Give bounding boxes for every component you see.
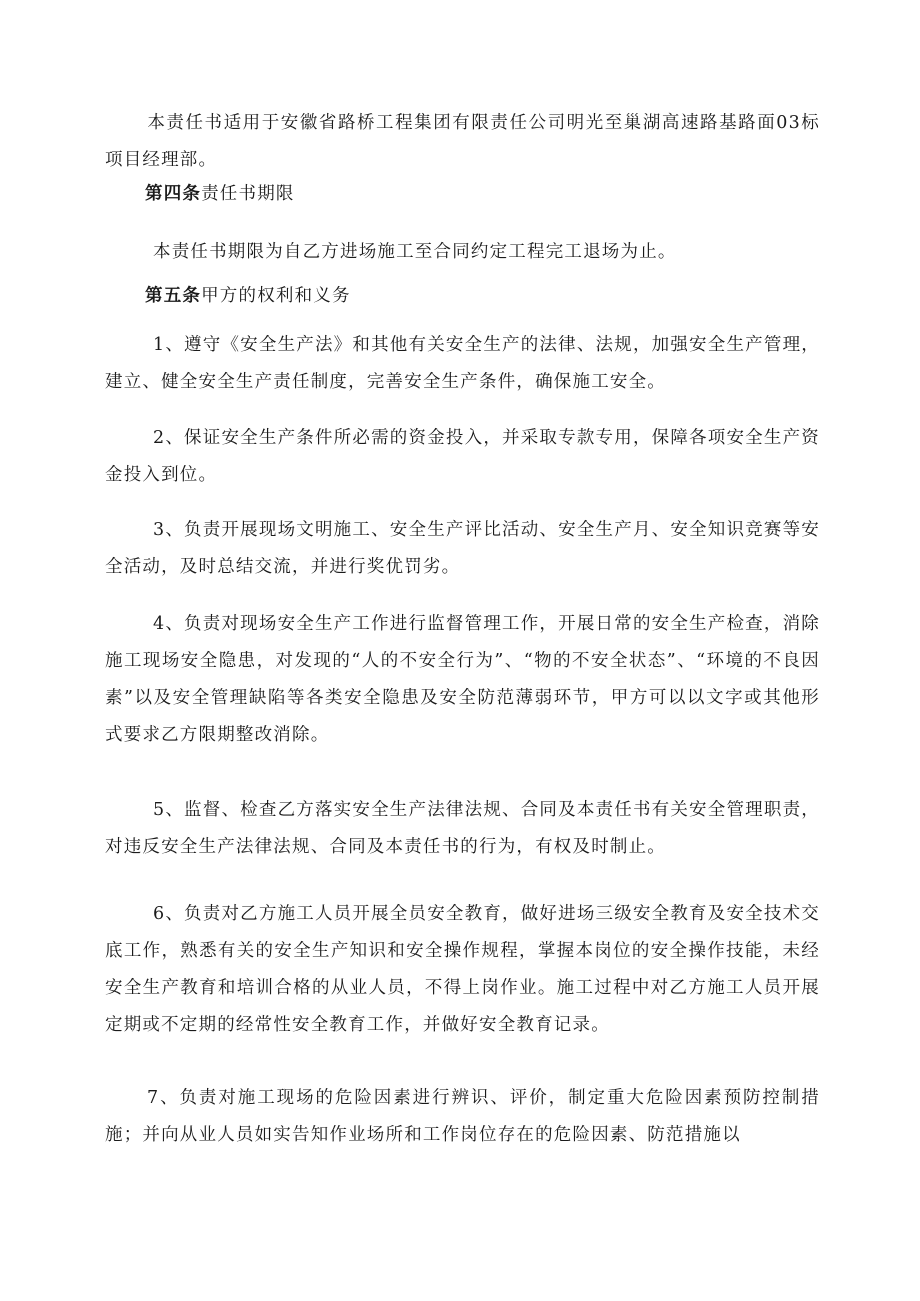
article4-title: 责任书期限 <box>201 184 295 204</box>
article4-body <box>105 234 820 271</box>
item-text: 1、遵守《安全生产法》和其他有关安全生产的法律、法规，加强安全生产管理，建立、健全安全生产责任制度，完善安全生产条件，确保施工安全。 <box>105 335 820 392</box>
article5-item-3 <box>105 512 820 586</box>
article5-item-4 <box>105 606 820 754</box>
article4-body-text: 本责任书期限为自乙方进场施工至合同约定工程完工退场为止。 <box>153 242 677 262</box>
item-text: 7、负责对施工现场的危险因素进行辨识、评价，制定重大危险因素预防控制措施；并向从业人员如实告知作业场所和工作岗位存在的危险因素、防范措施以 <box>105 1088 820 1145</box>
article5-item-2 <box>105 420 820 494</box>
article5-item-6 <box>105 896 820 1044</box>
article4-number: 第四条 <box>145 184 202 204</box>
item-text: 3、负责开展现场文明施工、安全生产评比活动、安全生产月、安全知识竞赛等安全活动，及时总结交流，并进行奖优罚劣。 <box>105 520 820 577</box>
article5-item-5 <box>105 792 820 866</box>
article5-heading <box>145 278 351 315</box>
article5-item-1 <box>105 327 820 401</box>
item-text: 4、负责对现场安全生产工作进行监督管理工作，开展日常的安全生产检查，消除施工现场安全隐患，对发现的“人的不安全行为”、“物的不安全状态”、“环境的不良因素”以及安全管理缺陷等各类安全隐患及安全防范薄弱环节，甲方可以以文字或其他形式要求乙方限期整改消除。 <box>105 614 820 745</box>
article5-number: 第五条 <box>145 286 202 306</box>
item-text: 6、负责对乙方施工人员开展全员安全教育，做好进场三级安全教育及安全技术交底工作，熟悉有关的安全生产知识和安全操作规程，掌握本岗位的安全操作技能，未经安全生产教育和培训合格的从业人员，不得上岗作业。施工过程中对乙方施工人员开展定期或不定期的经常性安全教育工作，并做好安全教育记录。 <box>105 904 820 1035</box>
article5-title: 甲方的权利和义务 <box>201 286 351 306</box>
item-text: 5、监督、检查乙方落实安全生产法律法规、合同及本责任书有关安全管理职责，对违反安全生产法律法规、合同及本责任书的行为，有权及时制止。 <box>105 800 820 857</box>
intro-text: 本责任书适用于安徽省路桥工程集团有限责任公司明光至巢湖高速路基路面03标项目经理部。 <box>105 113 820 170</box>
item-text: 2、保证安全生产条件所必需的资金投入，并采取专款专用，保障各项安全生产资金投入到位。 <box>105 428 820 485</box>
intro-paragraph <box>105 105 820 179</box>
article5-item-7 <box>105 1080 820 1154</box>
article4-heading <box>145 176 295 213</box>
